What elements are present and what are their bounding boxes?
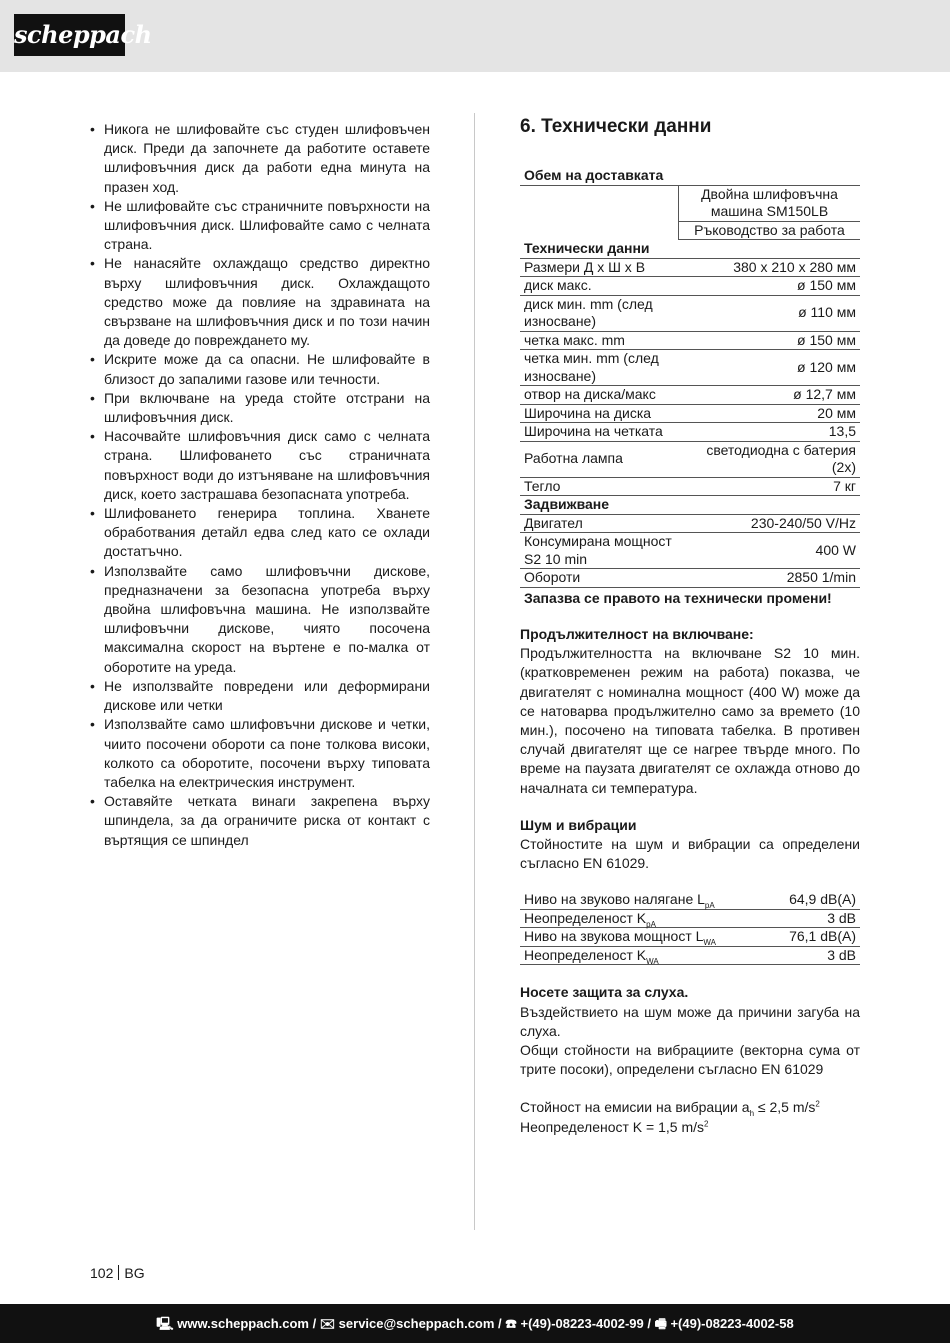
phone-icon: ☎ <box>505 1316 521 1331</box>
noise-key: Неопределеност $K_{WA}$ <box>524 946 659 966</box>
spec-value: светодиодна с батерия (2x) <box>706 441 856 475</box>
spec-row <box>520 533 860 569</box>
safety-bullet-list <box>90 120 430 850</box>
safety-bullet: • Не шлифовайте със страничните повърхности на шлифовъчния диск. Шлифовайте само с челната страна. <box>90 197 430 255</box>
spec-value: ø 150 мм <box>797 331 856 348</box>
hearing-title: Носете защита за слуха. <box>520 984 689 1001</box>
spec-value: 7 кг <box>833 477 856 494</box>
spec-row <box>520 587 860 607</box>
noise-value: 3 dB <box>827 946 856 963</box>
spec-row <box>520 477 860 496</box>
spec-key: четка мин. mm (след износване) <box>524 350 659 384</box>
spec-key: Работна лампа <box>524 450 623 467</box>
spec-key: Обем на доставката <box>524 167 664 183</box>
duty-title: Продължителност на включване: <box>520 626 754 642</box>
noise-row <box>520 928 860 947</box>
noise-row <box>520 891 860 909</box>
safety-bullet: • Шлифоването генерира топлина. Хванете обработвания детайл едва след като се охлади достатъчно. <box>90 504 430 562</box>
safety-bullet: • Искрите може да са опасни. Не шлифовайте в близост до запалими газове или течности. <box>90 350 430 388</box>
page-number: 102 BG <box>90 1265 145 1281</box>
spec-key: Широчина на четката <box>524 423 663 439</box>
safety-bullet: • Никога не шлифовайте със студен шлифовъчен диск. Преди да започнете да работите оставете шлифовъчния диск да работи една минута на празен ход. <box>90 120 430 197</box>
footer-fax: +(49)-08223-4002-58 <box>670 1316 794 1331</box>
mail-icon: ✉ <box>319 1316 339 1331</box>
spec-key: диск макс. <box>524 277 592 293</box>
spec-value: 2850 1/min <box>786 569 856 585</box>
section-title: 6. Технически данни <box>520 116 712 137</box>
spec-key: Задвижване <box>524 496 610 512</box>
spec-row <box>520 331 860 350</box>
noise-text: Стойностите на шум и вибрации са определени съгласно EN 61029. <box>520 836 860 872</box>
spec-key: четка макс. mm <box>524 331 625 348</box>
vibration-uncertainty: Неопределеност K = 1,5 $m/s^2$ <box>520 1118 709 1135</box>
spec-value: 400 W <box>815 541 856 558</box>
computer-icon: 🖳 <box>156 1316 178 1331</box>
noise-row <box>520 946 860 965</box>
spec-row <box>520 258 860 277</box>
safety-instructions <box>90 120 430 850</box>
spec-key: Размери Д х Ш х В <box>524 258 646 275</box>
spec-key: Широчина на диска <box>524 404 652 421</box>
spec-row <box>520 441 860 477</box>
spec-value: ø 110 мм <box>798 304 856 321</box>
noise-title: Шум и вибрации <box>520 816 637 833</box>
spec-row <box>520 221 860 240</box>
noise-value: 76,1 dB(A) <box>789 928 856 945</box>
spec-row <box>520 514 860 533</box>
spec-value: Двойна шлифовъчна машина SM150LB <box>679 185 861 221</box>
spec-key: диск мин. mm (след износване) <box>524 295 653 329</box>
vibration-value: Стойност на емисии на вибрации $a_h \le 2,5$ $m/s^2$ <box>520 1099 820 1119</box>
page-header <box>0 0 950 72</box>
duty-text: Продължителността на включване S2 10 мин. (кратковременен режим на работа) показва, че двигателят с номинална мощност (400 W) може да се натоварва продължително само за времето (10 мин.), посочено на типовата табелка. В противен случай двигателят ще се нагрее твърде много. По време на паузата двигателят се охлажда отново до началната си температура. <box>520 645 860 796</box>
scheppach-logo: scheppach <box>14 14 125 56</box>
page-footer: 🖳 www.scheppach.com / ✉ service@scheppach.com / ☎ +(49)-08223-4002-99 / 🖷 +(49)-08223-4002-58 <box>0 1304 950 1343</box>
technical-data-column <box>520 115 860 1137</box>
noise-key: Ниво на звуково налягане $L_{pA}$ <box>524 891 715 911</box>
spec-row <box>520 167 860 185</box>
spec-key: Тегло <box>524 477 561 494</box>
spec-key: Двигател <box>524 514 583 531</box>
spec-value: ø 12,7 мм <box>793 386 856 402</box>
spec-row <box>520 496 860 515</box>
spec-value: ø 150 мм <box>797 277 856 293</box>
spec-row <box>520 569 860 588</box>
spec-key: Технически данни <box>524 240 650 256</box>
spec-row <box>520 350 860 386</box>
spec-key <box>520 221 679 240</box>
hearing-text-1: Въздействието на шум може да причини загуба на слуха. <box>520 1003 860 1039</box>
safety-bullet: • Използвайте само шлифовъчни дискове, предназначени за безопасна употреба върху двойна шлифовъчна машина. Не използвайте шлифовъчни дискове, чиято посочена максимална скорост на въртене е по-малка от оборотите на уреда. <box>90 562 430 677</box>
spec-row <box>520 404 860 423</box>
fax-icon: 🖷 <box>654 1316 671 1331</box>
spec-key: Консумирана мощност S2 10 min <box>524 533 672 567</box>
spec-row <box>520 185 860 221</box>
spec-row <box>520 295 860 331</box>
spec-key: Запазва се правото на технически промени! <box>524 589 832 606</box>
spec-value: Ръководство за работа <box>679 221 861 240</box>
spec-row <box>520 386 860 405</box>
spec-row <box>520 423 860 442</box>
spec-value: 380 x 210 x 280 мм <box>733 258 856 275</box>
noise-value: 64,9 dB(A) <box>789 891 856 908</box>
column-divider <box>474 113 475 1230</box>
safety-bullet: • Насочвайте шлифовъчния диск само с челната страна. Шлифоването със страничната повърхност води до изтъняване на шлифовъчния диск, което застрашава безопасната употреба. <box>90 427 430 504</box>
spec-value: ø 120 мм <box>797 358 856 375</box>
spec-value: 230-240/50 V/Hz <box>750 514 856 531</box>
safety-bullet: • Не използвайте повредени или деформирани дискове или четки <box>90 677 430 715</box>
safety-bullet: • Използвайте само шлифовъчни дискове и четки, чиито посочени обороти са поне толкова високи, колкото са оборотите, посочени върху типовата табелка на електрическия инструмент. <box>90 715 430 792</box>
footer-email[interactable]: service@scheppach.com <box>338 1316 495 1331</box>
safety-bullet: • Оставяйте четката винаги закрепена върху шпиндела, за да ограничите риска от контакт с въртящия се шпиндел <box>90 792 430 850</box>
footer-web[interactable]: www.scheppach.com <box>177 1316 309 1331</box>
spec-value: 20 мм <box>817 404 856 421</box>
noise-table <box>520 891 860 965</box>
noise-row <box>520 909 860 928</box>
footer-phone: +(49)-08223-4002-99 <box>520 1316 644 1331</box>
spec-value: 13,5 <box>828 423 856 439</box>
hearing-text-2: Общи стойности на вибрациите (векторна сума от трите посоки), определени съгласно EN 61029 <box>520 1042 860 1078</box>
safety-bullet: • Не нанасяйте охлаждащо средство директно върху шлифовъчния диск. Охлаждащото средство може да повлияе на здравината на свързване на шлифовъчния диск и по този начин да доведе до повреждането му. <box>90 254 430 350</box>
noise-key: Неопределеност $K_{pA}$ <box>524 909 656 929</box>
spec-row <box>520 240 860 259</box>
noise-key: Ниво на звукова мощност $L_{WA}$ <box>524 928 716 948</box>
noise-value: 3 dB <box>827 909 856 926</box>
spec-row <box>520 277 860 296</box>
spec-key <box>520 185 679 221</box>
spec-key: отвор на диска/макс <box>524 386 656 402</box>
spec-table <box>520 167 860 607</box>
safety-bullet: • При включване на уреда стойте отстрани на шлифовъчния диск. <box>90 389 430 427</box>
spec-key: Обороти <box>524 569 581 585</box>
